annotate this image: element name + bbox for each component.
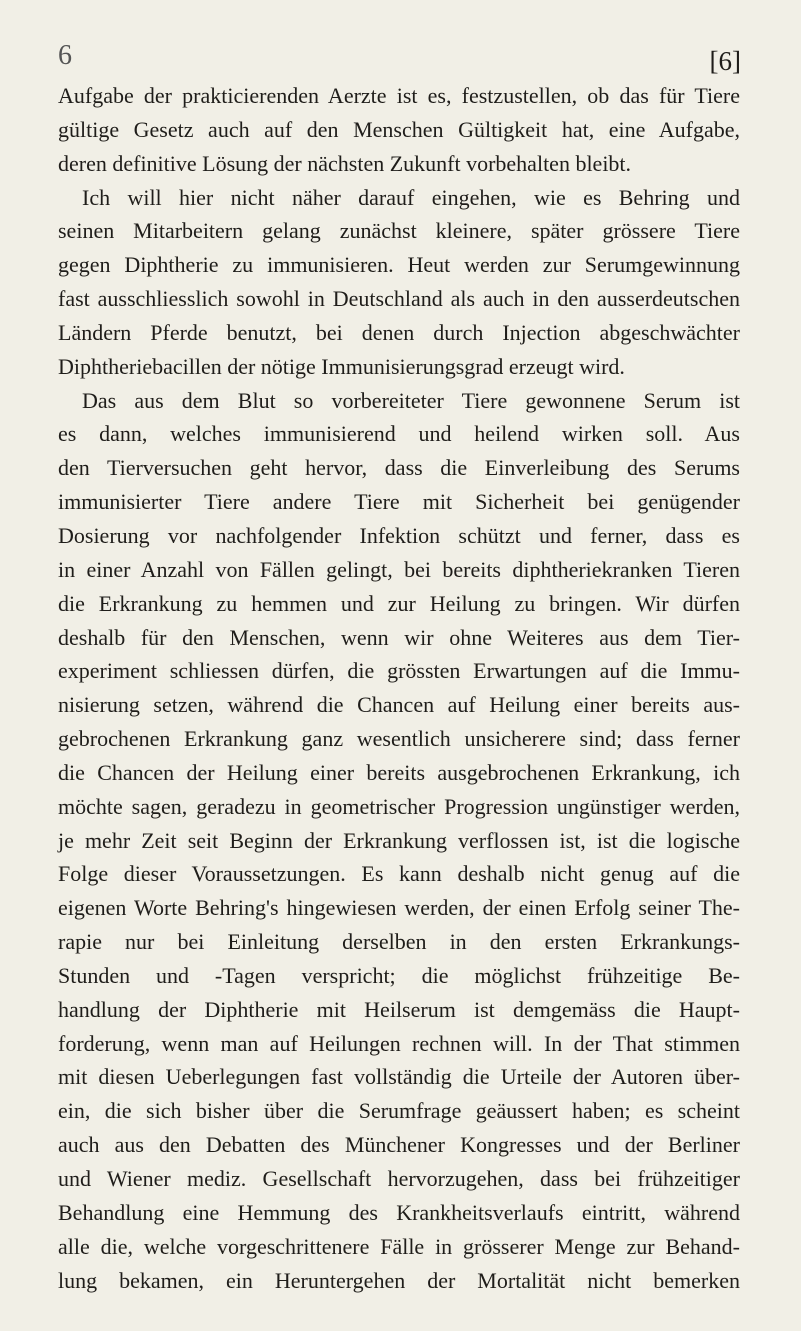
text-line: die Chancen der Heilung einer bereits ausgebrochenen Erkrankung, ich bbox=[58, 759, 740, 785]
text-line: auch aus den Debatten des Münchener Kongresses und der Berliner bbox=[58, 1132, 740, 1158]
text-line: Behandlung eine Hemmung des Krankheitsverlaufs eintritt, während bbox=[58, 1199, 740, 1225]
text-line: mit diesen Ueberlegungen fast vollständig die Urteile der Autoren über- bbox=[58, 1064, 740, 1090]
text-line: die Erkrankung zu hemmen und zur Heilung zu bringen. Wir dürfen bbox=[58, 590, 740, 616]
text-line: Stunden und -Tagen verspricht; die möglichst frühzeitige Be- bbox=[58, 962, 740, 988]
text-line: nisierung setzen, während die Chancen auf Heilung einer bereits aus- bbox=[58, 692, 740, 718]
text-line: lung bekamen, ein Heruntergehen der Mortalität nicht bemerken bbox=[58, 1267, 740, 1293]
text-line: und Wiener mediz. Gesellschaft hervorzugehen, dass bei frühzeitiger bbox=[58, 1166, 740, 1191]
text-line: eigenen Worte Behring's hingewiesen werden, der einen Erfolg seiner The- bbox=[58, 895, 740, 921]
page-number: 6 bbox=[58, 40, 72, 71]
text-line: immunisierter Tiere andere Tiere mit Sicherheit bei genügender bbox=[58, 489, 740, 515]
text-line: fast ausschliesslich sowohl in Deutschland als auch in den ausserdeutschen bbox=[58, 286, 740, 312]
text-line: experiment schliessen dürfen, die grössten Erwartungen auf die Immu- bbox=[58, 658, 740, 684]
text-line: handlung der Diphtherie mit Heilserum ist demgemäss die Haupt- bbox=[58, 996, 740, 1022]
body-text bbox=[58, 79, 740, 1297]
text-line: je mehr Zeit seit Beginn der Erkrankung verflossen ist, ist die logische bbox=[58, 827, 740, 853]
text-line: Ländern Pferde benutzt, bei denen durch Injection abgeschwächter bbox=[58, 319, 740, 345]
text-line: gegen Diphtherie zu immunisieren. Heut werden zur Serumgewinnung bbox=[58, 252, 740, 278]
text-line: deshalb für den Menschen, wenn wir ohne Weiteres aus dem Tier- bbox=[58, 624, 740, 650]
text-line: rapie nur bei Einleitung derselben in den ersten Erkrankungs- bbox=[58, 929, 740, 955]
text-line: Folge dieser Voraussetzungen. Es kann deshalb nicht genug auf die bbox=[58, 861, 740, 887]
text-line: alle die, welche vorgeschrittenere Fälle in grösserer Menge zur Behand- bbox=[58, 1233, 740, 1259]
text-line: Das aus dem Blut so vorbereiteter Tiere gewonnene Serum ist bbox=[82, 387, 740, 413]
text-line: ein, die sich bisher über die Serumfrage geäussert haben; es scheint bbox=[58, 1098, 740, 1124]
text-line: gebrochenen Erkrankung ganz wesentlich unsicherere sind; dass ferner bbox=[58, 726, 740, 752]
page-marker: [6] bbox=[709, 46, 741, 76]
page-header bbox=[58, 40, 741, 80]
text-line: forderung, wenn man auf Heilungen rechnen will. In der That stimmen bbox=[58, 1030, 740, 1056]
text-line: den Tierversuchen geht hervor, dass die Einverleibung des Serums bbox=[58, 455, 740, 481]
text-line: deren definitive Lösung der nächsten Zukunft vorbehalten bleibt. bbox=[58, 150, 632, 176]
text-line: gültige Gesetz auch auf den Menschen Gültigkeit hat, eine Aufgabe, bbox=[58, 116, 740, 142]
text-line: in einer Anzahl von Fällen gelingt, bei bereits diphtheriekranken Tieren bbox=[58, 556, 740, 582]
text-line: es dann, welches immunisierend und heilend wirken soll. Aus bbox=[58, 421, 740, 447]
text-line: Aufgabe der prakticierenden Aerzte ist es, festzustellen, ob das für Tiere bbox=[58, 83, 740, 108]
text-line: Diphtheriebacillen der nötige Immunisierungsgrad erzeugt wird. bbox=[58, 353, 625, 379]
text-line: seinen Mitarbeitern gelang zunächst kleinere, später grössere Tiere bbox=[58, 218, 740, 244]
text-line: möchte sagen, geradezu in geometrischer Progression ungünstiger werden, bbox=[58, 793, 740, 819]
text-line: Ich will hier nicht näher darauf eingehen, wie es Behring und bbox=[82, 184, 740, 210]
text-line: Dosierung vor nachfolgender Infektion schützt und ferner, dass es bbox=[58, 522, 740, 548]
